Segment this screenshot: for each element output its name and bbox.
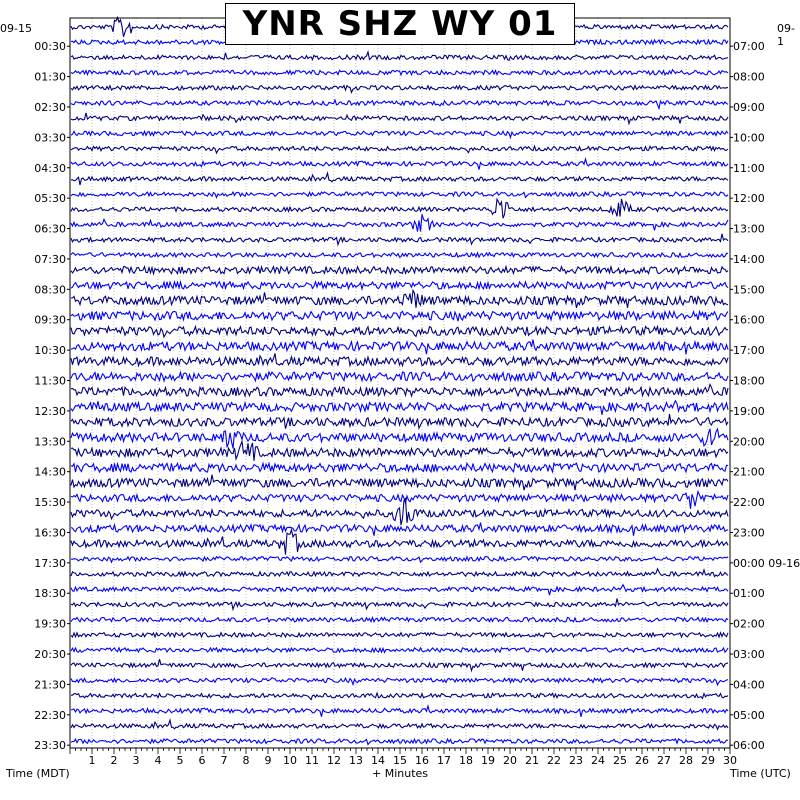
x-tick-label: 16 bbox=[415, 754, 429, 767]
right-tick-label: 18:00 bbox=[733, 374, 765, 388]
x-tick-label: 22 bbox=[547, 754, 561, 767]
left-tick-label: 03:30 bbox=[34, 131, 66, 145]
right-tick-label: 17:00 bbox=[733, 344, 765, 358]
right-tick-label: 19:00 bbox=[733, 404, 765, 418]
left-tick-label: 17:30 bbox=[34, 556, 66, 570]
left-tick-label: 20:30 bbox=[34, 648, 66, 662]
x-tick-label: 21 bbox=[525, 754, 539, 767]
left-tick-label: 18:30 bbox=[34, 587, 66, 601]
x-tick-label: 14 bbox=[371, 754, 385, 767]
left-tick-label: 06:30 bbox=[34, 222, 66, 236]
right-tick-label: 08:00 bbox=[733, 70, 765, 84]
left-tick-label: 08:30 bbox=[34, 283, 66, 297]
right-tick-label: 05:00 bbox=[733, 708, 765, 722]
right-tick-label: 22:00 bbox=[733, 496, 765, 510]
x-tick-label: 11 bbox=[305, 754, 319, 767]
x-tick-label: 28 bbox=[679, 754, 693, 767]
right-tick-label: 04:00 bbox=[733, 678, 765, 692]
x-tick-label: 3 bbox=[132, 754, 140, 767]
x-tick-label: 5 bbox=[176, 754, 184, 767]
right-tick-label: 10:00 bbox=[733, 131, 765, 145]
right-tick-label: 09:00 bbox=[733, 100, 765, 114]
x-tick-label: 26 bbox=[635, 754, 649, 767]
left-tick-label: 01:30 bbox=[34, 70, 66, 84]
x-tick-label: 10 bbox=[283, 754, 297, 767]
x-tick-label: 25 bbox=[613, 754, 627, 767]
right-tick-label: 16:00 bbox=[733, 313, 765, 327]
right-tick-label: 15:00 bbox=[733, 283, 765, 297]
left-tick-label: 22:30 bbox=[34, 708, 66, 722]
x-tick-label: 20 bbox=[503, 754, 517, 767]
x-tick-label: 29 bbox=[701, 754, 715, 767]
x-tick-label: 7 bbox=[220, 754, 228, 767]
x-axis-label: + Minutes bbox=[372, 767, 429, 780]
x-tick-label: 1 bbox=[88, 754, 96, 767]
x-tick-label: 13 bbox=[349, 754, 363, 767]
x-tick-label: 2 bbox=[110, 754, 118, 767]
right-tick-label: 07:00 bbox=[733, 40, 765, 54]
x-tick-label: 30 bbox=[723, 754, 737, 767]
left-tick-label: 16:30 bbox=[34, 526, 66, 540]
right-tick-label: 02:00 bbox=[733, 617, 765, 631]
left-tick-label: 14:30 bbox=[34, 465, 66, 479]
left-tick-label: 21:30 bbox=[34, 678, 66, 692]
left-tick-label: 04:30 bbox=[34, 161, 66, 175]
left-tick-label: 10:30 bbox=[34, 344, 66, 358]
left-tick-label: 11:30 bbox=[34, 374, 66, 388]
left-tick-label: 07:30 bbox=[34, 252, 66, 266]
right-axis-label: Time (UTC) bbox=[730, 767, 791, 780]
x-tick-label: 24 bbox=[591, 754, 605, 767]
x-tick-label: 6 bbox=[198, 754, 206, 767]
right-tick-label: 23:00 bbox=[733, 526, 765, 540]
right-tick-label: 21:00 bbox=[733, 465, 765, 479]
right-tick-label: 20:00 bbox=[733, 435, 765, 449]
left-tick-label: 23:30 bbox=[34, 739, 66, 753]
left-tick-label: 19:30 bbox=[34, 617, 66, 631]
left-tick-label: 13:30 bbox=[34, 435, 66, 449]
x-tick-label: 8 bbox=[242, 754, 250, 767]
x-tick-label: 23 bbox=[569, 754, 583, 767]
x-tick-label: 17 bbox=[437, 754, 451, 767]
right-tick-label: 13:00 bbox=[733, 222, 765, 236]
left-tick-label: 00:30 bbox=[34, 40, 66, 54]
start-date-left: 09-15 bbox=[0, 22, 32, 35]
x-tick-label: 9 bbox=[264, 754, 272, 767]
x-tick-label: 19 bbox=[481, 754, 495, 767]
x-tick-label: 18 bbox=[459, 754, 473, 767]
x-tick-label: 15 bbox=[393, 754, 407, 767]
x-tick-label: 12 bbox=[327, 754, 341, 767]
chart-title: YNR SHZ WY 01 bbox=[225, 3, 575, 45]
x-tick-label: 4 bbox=[154, 754, 162, 767]
right-tick-label: 01:00 bbox=[733, 587, 765, 601]
right-tick-label: 12:00 bbox=[733, 192, 765, 206]
right-tick-label: 11:00 bbox=[733, 161, 765, 175]
right-tick-label: 03:00 bbox=[733, 648, 765, 662]
left-tick-label: 02:30 bbox=[34, 100, 66, 114]
right-tick-label: 14:00 bbox=[733, 252, 765, 266]
right-tick-label: 00:00 09-16 bbox=[733, 556, 800, 570]
left-tick-label: 15:30 bbox=[34, 496, 66, 510]
left-tick-label: 05:30 bbox=[34, 192, 66, 206]
x-tick-label: 27 bbox=[657, 754, 671, 767]
left-axis-label: Time (MDT) bbox=[6, 767, 70, 780]
right-tick-label: 06:00 bbox=[733, 739, 765, 753]
start-date-right: 09-1 bbox=[777, 22, 795, 48]
left-tick-label: 09:30 bbox=[34, 313, 66, 327]
left-tick-label: 12:30 bbox=[34, 404, 66, 418]
